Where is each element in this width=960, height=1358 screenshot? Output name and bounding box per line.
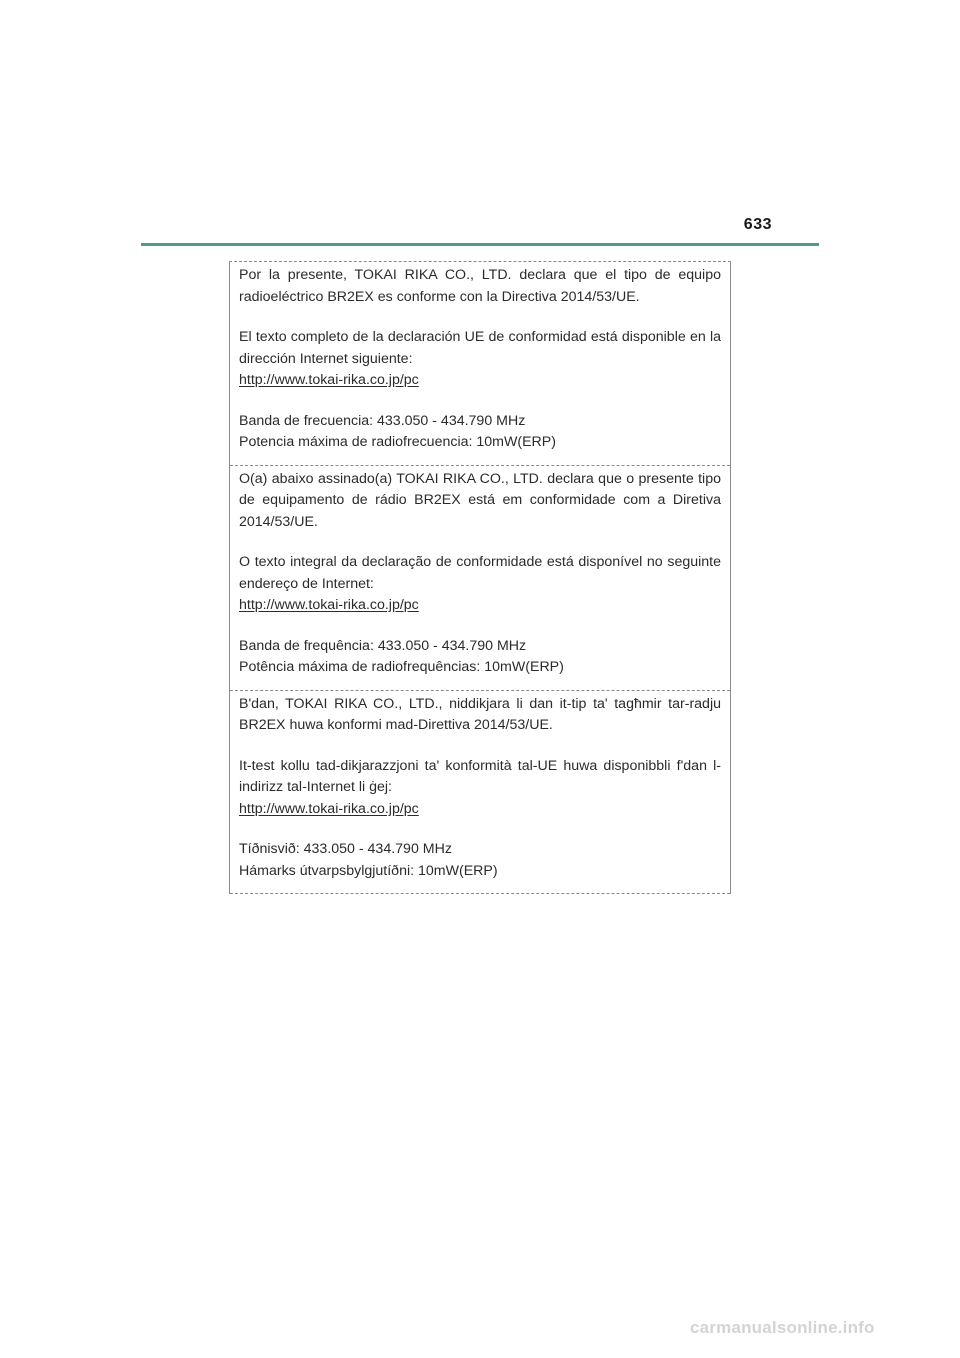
frequency-band: Banda de frecuencia: 433.050 - 434.790 MHz xyxy=(239,412,526,429)
declaration-availability: O texto integral da declaração de conformidade está disponível no seguinte endereço de Internet: xyxy=(239,554,721,592)
declaration-statement: O(a) abaixo assinado(a) TOKAI RIKA CO., LTD. declara que o presente tipo de equipamento de rádio BR2EX está em conformidade com a Diretiva 2014/53/UE. xyxy=(239,470,721,530)
frequency-band: Tíðnisvið: 433.050 - 434.790 MHz xyxy=(239,841,452,857)
page-number: 633 xyxy=(743,216,772,233)
declaration-portuguese xyxy=(230,466,730,691)
max-power: Potência máxima de radiofrequências: 10mW(ERP) xyxy=(239,659,564,675)
watermark: carmanualsonline.info xyxy=(690,1318,875,1337)
declaration-spanish xyxy=(230,262,730,466)
header-rule xyxy=(141,243,819,246)
frequency-band: Banda de frequência: 433.050 - 434.790 MHz xyxy=(239,637,527,654)
max-power: Hámarks útvarpsbylgjutíðni: 10mW(ERP) xyxy=(239,862,498,879)
declaration-availability: It-test kollu tad-dikjarazzjoni ta' konformità tal-UE huwa disponibbli f'dan l-indirizz tal-Internet li ġej: xyxy=(239,757,721,795)
max-power: Potencia máxima de radiofrecuencia: 10mW(ERP) xyxy=(239,434,556,450)
declaration-statement: B'dan, TOKAI RIKA CO., LTD., niddikjara li dan it-tip ta' tagħmir tar-radju BR2EX huwa konformi mad-Direttiva 2014/53/UE. xyxy=(239,695,721,733)
declaration-statement: Por la presente, TOKAI RIKA CO., LTD. declara que el tipo de equipo radioeléctrico BR2EX es conforme con la Directiva 2014/53/UE. xyxy=(239,267,721,305)
declaration-maltese xyxy=(230,691,730,895)
declaration-link[interactable]: http://www.tokai-rika.co.jp/pc xyxy=(239,597,419,613)
declaration-link[interactable]: http://www.tokai-rika.co.jp/pc xyxy=(239,372,419,388)
declaration-link[interactable]: http://www.tokai-rika.co.jp/pc xyxy=(239,800,419,817)
declaration-availability: El texto completo de la declaración UE de conformidad está disponible en la dirección Internet siguiente: xyxy=(239,329,721,367)
declarations-table xyxy=(229,261,731,894)
